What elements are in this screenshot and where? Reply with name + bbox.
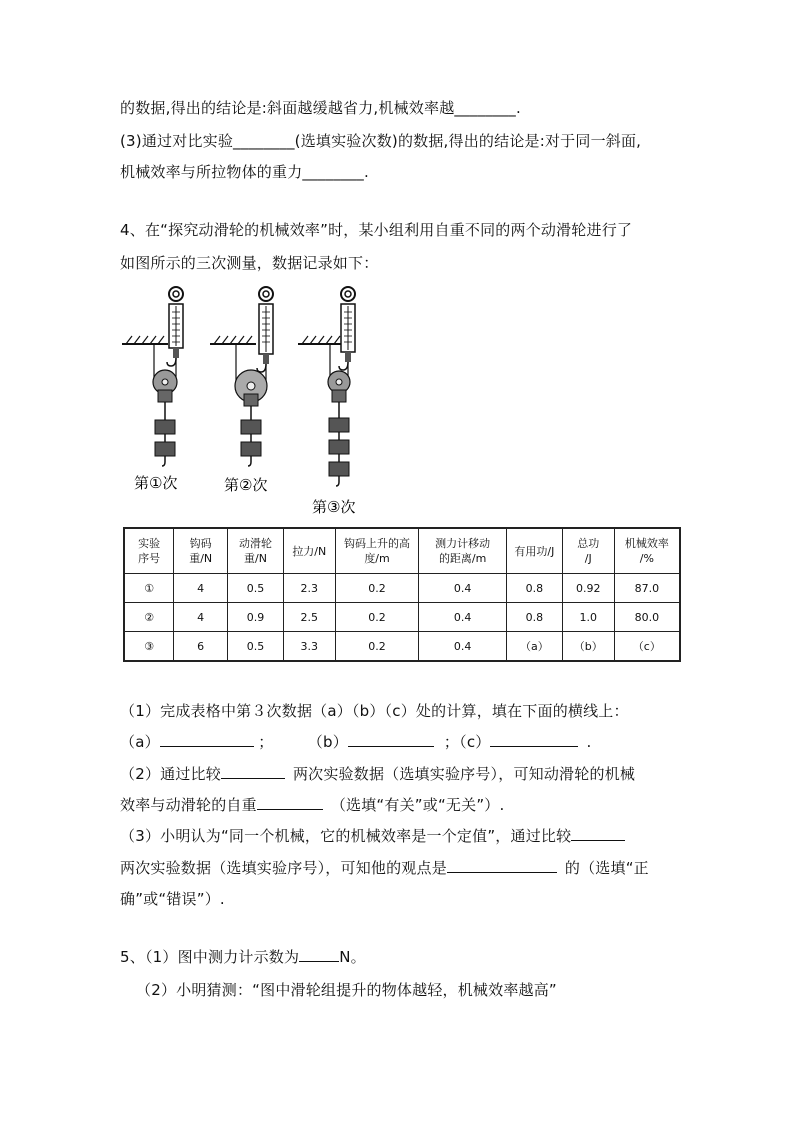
header-text: 钩码上升的高 [344, 537, 411, 550]
text: 两次实验数据（选填实验序号），可知他的观点是 [120, 859, 447, 877]
table-header-cell [614, 528, 680, 574]
table-cell: 87.0 [614, 574, 680, 603]
table-header-cell [174, 528, 228, 574]
table-cell: 0.2 [335, 632, 419, 662]
header-text: 钩码 [189, 537, 212, 550]
text: （2）通过比较 [120, 765, 221, 783]
table-cell: 6 [174, 632, 228, 662]
separator: ； [258, 733, 274, 751]
table-cell: 80.0 [614, 603, 680, 632]
table-cell: 0.9 [228, 603, 284, 632]
text: 效率与动滑轮的自重 [120, 796, 257, 814]
text: （3）小明认为“同一个机械，它的机械效率是一个定值”，通过比较 [120, 827, 572, 845]
figure-label-3: 第③次 [312, 498, 356, 516]
q4-part1-answers [120, 732, 591, 752]
label-c: ；（c） [443, 733, 491, 751]
header-text: 拉力/N [292, 544, 327, 558]
label-a: （a） [120, 733, 160, 751]
table-header-cell [506, 528, 562, 574]
header-text: 度/m [364, 552, 390, 565]
data-table [123, 527, 681, 662]
table-cell: 4 [174, 603, 228, 632]
pulley-figure [118, 282, 418, 522]
table-cell: 0.2 [335, 574, 419, 603]
q4-part3 [120, 826, 625, 846]
header-text: 的距离/m [438, 552, 487, 565]
header-text: 有用功/J [514, 544, 555, 558]
table-cell: 0.4 [419, 574, 507, 603]
text: 的（选填“正 [564, 859, 649, 877]
table-cell: 0.92 [562, 574, 614, 603]
answer-blank[interactable] [257, 795, 323, 810]
table-cell: ① [124, 574, 174, 603]
header-text: 总功 [577, 537, 600, 550]
question-5 [120, 947, 366, 967]
answer-blank-a[interactable] [160, 732, 254, 747]
table-cell: 1.0 [562, 603, 614, 632]
header-text: 实验 [138, 537, 161, 550]
q4-part3-end: 确”或“错误”）. [120, 890, 225, 908]
table-header-cell [419, 528, 507, 574]
pulley-setup-2 [210, 287, 273, 466]
header-text: 机械效率 [624, 537, 669, 550]
pulley-setup-1 [122, 287, 183, 466]
header-text: 重/N [244, 552, 267, 565]
table-row [124, 603, 680, 632]
table-cell: ② [124, 603, 174, 632]
question-5-part2: （2）小明猜测：“图中滑轮组提升的物体越轻，机械效率越高” [136, 981, 557, 999]
header-text: /% [639, 552, 654, 565]
table-cell: 2.5 [283, 603, 335, 632]
table-cell: 3.3 [283, 632, 335, 662]
table-row [124, 632, 680, 662]
question-4-intro: 如图所示的三次测量，数据记录如下： [120, 254, 379, 272]
text: N。 [339, 948, 366, 966]
figure-label-2: 第②次 [224, 476, 268, 494]
label-b: （b） [307, 733, 348, 751]
answer-blank[interactable] [571, 826, 625, 841]
text-line: (3)通过对比实验________(选填实验次数)的数据,得出的结论是:对于同一斜面, [120, 132, 642, 150]
table-header-cell [283, 528, 335, 574]
table-header-row [124, 528, 680, 574]
table-cell: （a） [506, 632, 562, 662]
header-text: 动滑轮 [238, 537, 272, 550]
text-line: 的数据,得出的结论是:斜面越缓越省力,机械效率越________. [120, 99, 521, 117]
question-4-intro: 4、在“探究动滑轮的机械效率”时，某小组利用自重不同的两个动滑轮进行了 [120, 221, 633, 239]
figure-label-1: 第①次 [134, 474, 178, 492]
table-header-cell [228, 528, 284, 574]
text: 两次实验数据（选填实验序号），可知动滑轮的机械 [292, 765, 636, 783]
q4-part2-cont [120, 795, 504, 815]
period: . [586, 733, 592, 751]
table-cell: （c） [614, 632, 680, 662]
table-cell: 4 [174, 574, 228, 603]
text-line: 机械效率与所拉物体的重力________. [120, 163, 369, 181]
table-cell: 0.4 [419, 603, 507, 632]
pulley-setup-3 [298, 287, 355, 486]
text: （选填“有关”或“无关”）. [330, 796, 505, 814]
answer-blank-c[interactable] [490, 732, 578, 747]
header-text: /J [584, 552, 592, 565]
q4-part1: （1）完成表格中第３次数据（a）（b）（c）处的计算，填在下面的横线上： [120, 702, 629, 720]
table-cell: 0.5 [228, 574, 284, 603]
table-row [124, 574, 680, 603]
table-cell: 0.8 [506, 574, 562, 603]
table-cell: 0.8 [506, 603, 562, 632]
table-cell: 0.2 [335, 603, 419, 632]
table-cell: （b） [562, 632, 614, 662]
table-cell: 2.3 [283, 574, 335, 603]
answer-blank[interactable] [299, 947, 339, 962]
text: 5、（1）图中测力计示数为 [120, 948, 300, 966]
table-cell: 0.5 [228, 632, 284, 662]
table-header-cell [335, 528, 419, 574]
table-cell: ③ [124, 632, 174, 662]
table-cell: 0.4 [419, 632, 507, 662]
q4-part3-cont [120, 858, 649, 878]
q4-part2 [120, 764, 635, 784]
header-text: 序号 [138, 552, 161, 565]
header-text: 测力计移动 [435, 537, 491, 550]
header-text: 重/N [189, 552, 213, 565]
answer-blank[interactable] [221, 764, 285, 779]
answer-blank[interactable] [447, 858, 557, 873]
table-header-cell [124, 528, 174, 574]
table-header-cell [562, 528, 614, 574]
answer-blank-b[interactable] [348, 732, 434, 747]
